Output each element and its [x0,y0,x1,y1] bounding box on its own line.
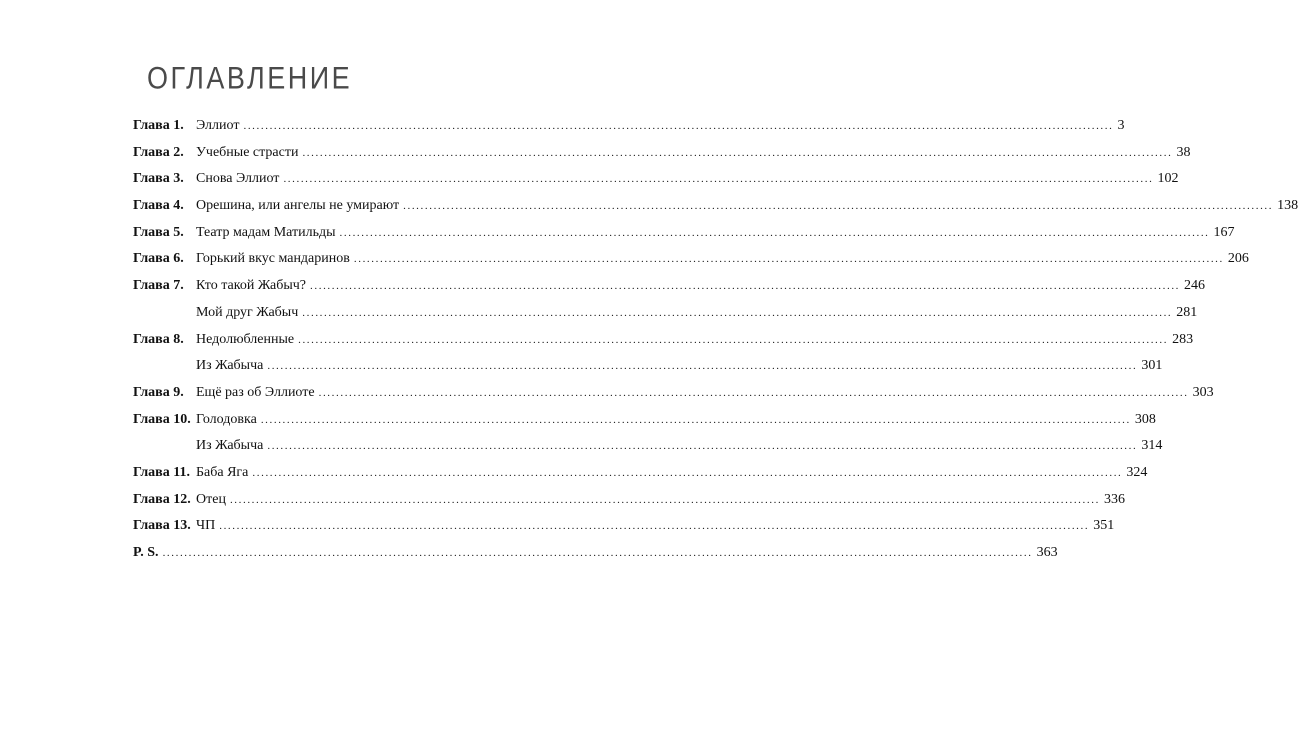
toc-entry [133,193,1298,220]
toc-entry [133,513,1115,540]
page-number: 281 [1176,304,1198,320]
dot-leader: ........................................................................................................................................................................................................ [283,173,1154,186]
page-number: 167 [1213,224,1235,240]
dot-leader: ........................................................................................................................................................................................................ [267,360,1138,373]
chapter-label: Глава 10. [133,411,191,427]
toc-entry-line [196,327,1194,354]
toc-entry-line [196,460,1148,487]
toc-entry-line [196,300,1198,327]
chapter-title: Из Жабыча [196,358,264,374]
page-number: 303 [1192,384,1214,400]
dot-leader: ........................................................................................................................................................................................................ [219,520,1090,533]
page-number: 363 [1036,545,1058,560]
toc-entry [133,380,1214,407]
page-number: 38 [1176,144,1191,160]
toc-entry-line [196,407,1156,434]
dot-leader: ........................................................................................................................................................................................................ [229,493,1100,506]
chapter-title: Голодовка [196,411,257,427]
chapter-label: Глава 13. [133,518,191,534]
chapter-title: Кто такой Жабыч? [196,278,307,294]
page-number: 314 [1141,438,1163,454]
table-of-contents [133,113,1298,567]
dot-leader: ........................................................................................................................................................................................................ [310,280,1181,293]
chapter-label: Глава 1. [133,118,184,133]
page-number: 102 [1157,171,1179,187]
chapter-title: Ещё раз об Эллиоте [196,384,315,400]
chapter-label: Глава 4. [133,198,184,214]
page-number: 3 [1117,118,1125,133]
chapter-title: Снова Эллиот [196,171,280,187]
toc-entry-line [196,166,1179,193]
toc-entry [133,140,1191,167]
chapter-label: Глава 6. [133,251,184,267]
toc-entry-line [196,193,1298,220]
dot-leader: ........................................................................................................................................................................................................ [302,146,1173,159]
page-number: 308 [1134,411,1156,427]
toc-entry-line [196,113,1125,140]
page-number: 351 [1093,518,1115,534]
chapter-title: Орешина, или ангелы не умирают [196,198,400,214]
dot-leader: ........................................................................................................................................................................................................ [302,306,1173,319]
toc-entry-line [196,140,1191,167]
chapter-label: Глава 2. [133,144,184,160]
dot-leader: ........................................................................................................................................................................................................ [353,253,1224,266]
toc-entry-line [133,540,1058,567]
page-number: 336 [1103,491,1125,507]
toc-entry [133,433,1163,460]
chapter-label: P. S. [133,545,159,560]
toc-entry [133,353,1163,380]
dot-leader: ........................................................................................................................................................................................................ [318,386,1189,399]
page-number: 246 [1184,278,1206,294]
chapter-title: ЧП [196,518,216,534]
dot-leader: ........................................................................................................................................................................................................ [252,466,1123,479]
dot-leader: ........................................................................................................................................................................................................ [403,200,1274,213]
chapter-label: Глава 8. [133,331,184,347]
page-number: 301 [1141,358,1163,374]
toc-entry-line [196,246,1249,273]
toc-entry-line [196,220,1235,247]
page-number: 138 [1277,198,1298,214]
toc-entry [133,327,1194,354]
chapter-title: Баба Яга [196,464,249,480]
chapter-title: Горький вкус мандаринов [196,251,350,267]
chapter-title: Отец [196,491,226,507]
toc-entry-line [196,273,1206,300]
toc-entry [133,166,1179,193]
chapter-title: Театр мадам Матильды [196,224,336,240]
chapter-title: Недолюбленные [196,331,295,347]
toc-entry [133,487,1125,514]
page-number: 206 [1227,251,1249,267]
toc-entry-line [196,487,1125,514]
chapter-label: Глава 7. [133,278,184,294]
chapter-title: Учебные страсти [196,144,299,160]
toc-entry-line [196,380,1214,407]
toc-entry [133,460,1148,487]
chapter-title: Мой друг Жабыч [196,304,299,320]
chapter-label: Глава 3. [133,171,184,187]
toc-entry [133,220,1235,247]
dot-leader: ........................................................................................................................................................................................................ [267,440,1138,453]
toc-entry [133,246,1249,273]
dot-leader: ........................................................................................................................................................................................................ [162,547,1033,559]
chapter-label: Глава 12. [133,491,191,507]
page-number: 324 [1126,464,1148,480]
toc-entry-line [196,353,1163,380]
dot-leader: ........................................................................................................................................................................................................ [260,413,1131,426]
toc-entry [133,540,1058,567]
toc-entry-line [196,513,1115,540]
toc-entry [133,407,1156,434]
dot-leader: ........................................................................................................................................................................................................ [243,120,1114,132]
chapter-label: Глава 9. [133,384,184,400]
page-title: ОГЛАВЛЕНИЕ [147,60,353,96]
toc-entry-line [196,433,1163,460]
dot-leader: ........................................................................................................................................................................................................ [298,333,1169,346]
dot-leader: ........................................................................................................................................................................................................ [339,226,1210,239]
toc-entry [133,273,1206,300]
toc-entry [133,300,1198,327]
chapter-title: Из Жабыча [196,438,264,454]
page-number: 283 [1172,331,1194,347]
chapter-label: Глава 11. [133,464,190,480]
toc-entry [133,113,1125,140]
chapter-label: Глава 5. [133,224,184,240]
chapter-title: Эллиот [196,118,240,133]
